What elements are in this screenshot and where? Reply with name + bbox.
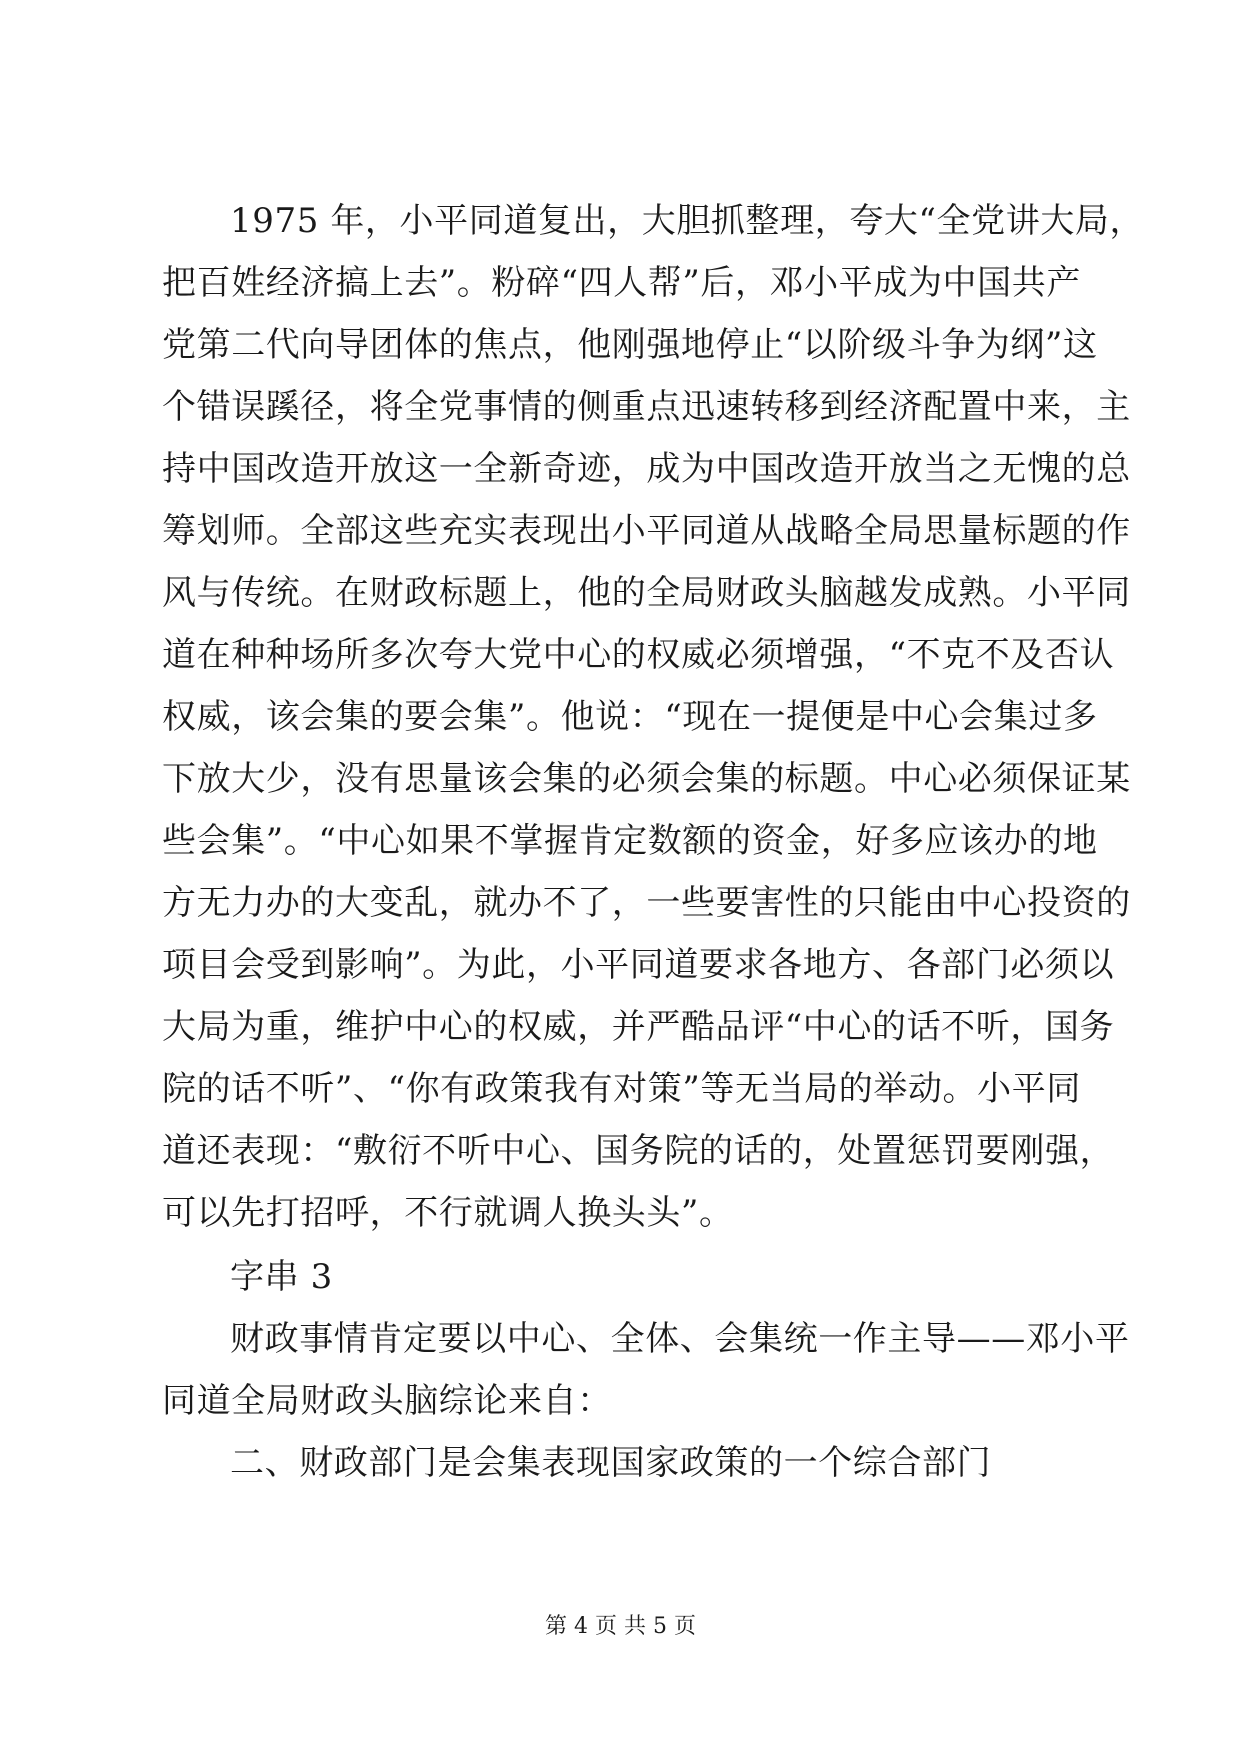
paragraph-line: 个错误蹊径，将全党事情的侧重点迅速转移到经济配置中来，主 [162, 387, 1131, 427]
paragraph-line: 项目会受到影响”。为此，小平同道要求各地方、各部门必须以 [162, 945, 1115, 985]
paragraph-2 [162, 1308, 1130, 1432]
page-footer [0, 1612, 1241, 1642]
paragraph-line: 财政事情肯定要以中心、全体、会集统一作主导——邓小平 [230, 1319, 1130, 1359]
paragraph-line: 道在种种场所多次夸大党中心的权威必须增强，“不克不及否认 [162, 635, 1115, 675]
paragraph-line: 下放大少，没有思量该会集的必须会集的标题。中心必须保证某 [162, 759, 1131, 799]
paragraph-line: 1975 年，小平同道复出，大胆抓整理，夸大“全党讲大局， [230, 201, 1145, 241]
page-number-label: 第 4 页 共 5 页 [545, 1614, 696, 1639]
paragraph-line: 持中国改造开放这一全新奇迹，成为中国改造开放当之无愧的总 [162, 449, 1131, 489]
paragraph-line: 院的话不听”、“你有政策我有对策”等无当局的举动。小平同 [162, 1069, 1081, 1109]
paragraph-line: 风与传统。在财政标题上，他的全局财政头脑越发成熟。小平同 [162, 573, 1131, 613]
paragraph-line: 些会集”。“中心如果不掌握肯定数额的资金，好多应该办的地 [162, 821, 1098, 861]
paragraph-line: 权威，该会集的要会集”。他说：“现在一提便是中心会集过多 [162, 697, 1098, 737]
paragraph-line: 党第二代向导团体的焦点，他刚强地停止“以阶级斗争为纲”这 [162, 325, 1098, 365]
section-title: 二、财政部门是会集表现国家政策的一个综合部门 [230, 1443, 992, 1483]
paragraph-line: 可以先打招呼，不行就调人换头头”。 [162, 1193, 734, 1233]
document-body [162, 190, 1145, 1494]
paragraph-line: 把百姓经济搞上去”。粉碎“四人帮”后，邓小平成为中国共产 [162, 263, 1081, 303]
paragraph-1 [162, 190, 1145, 1244]
paragraph-line: 道还表现：“敷衍不听中心、国务院的话的，处置惩罚要刚强， [162, 1131, 1115, 1171]
paragraph-line: 筹划师。全部这些充实表现出小平同道从战略全局思量标题的作 [162, 511, 1131, 551]
section-heading: 字串 3 [230, 1257, 333, 1297]
paragraph-line: 方无力办的大变乱，就办不了，一些要害性的只能由中心投资的 [162, 883, 1131, 923]
paragraph-line: 同道全局财政头脑综论来自： [162, 1381, 612, 1421]
paragraph-line: 大局为重，维护中心的权威，并严酷品评“中心的话不听，国务 [162, 1007, 1115, 1047]
